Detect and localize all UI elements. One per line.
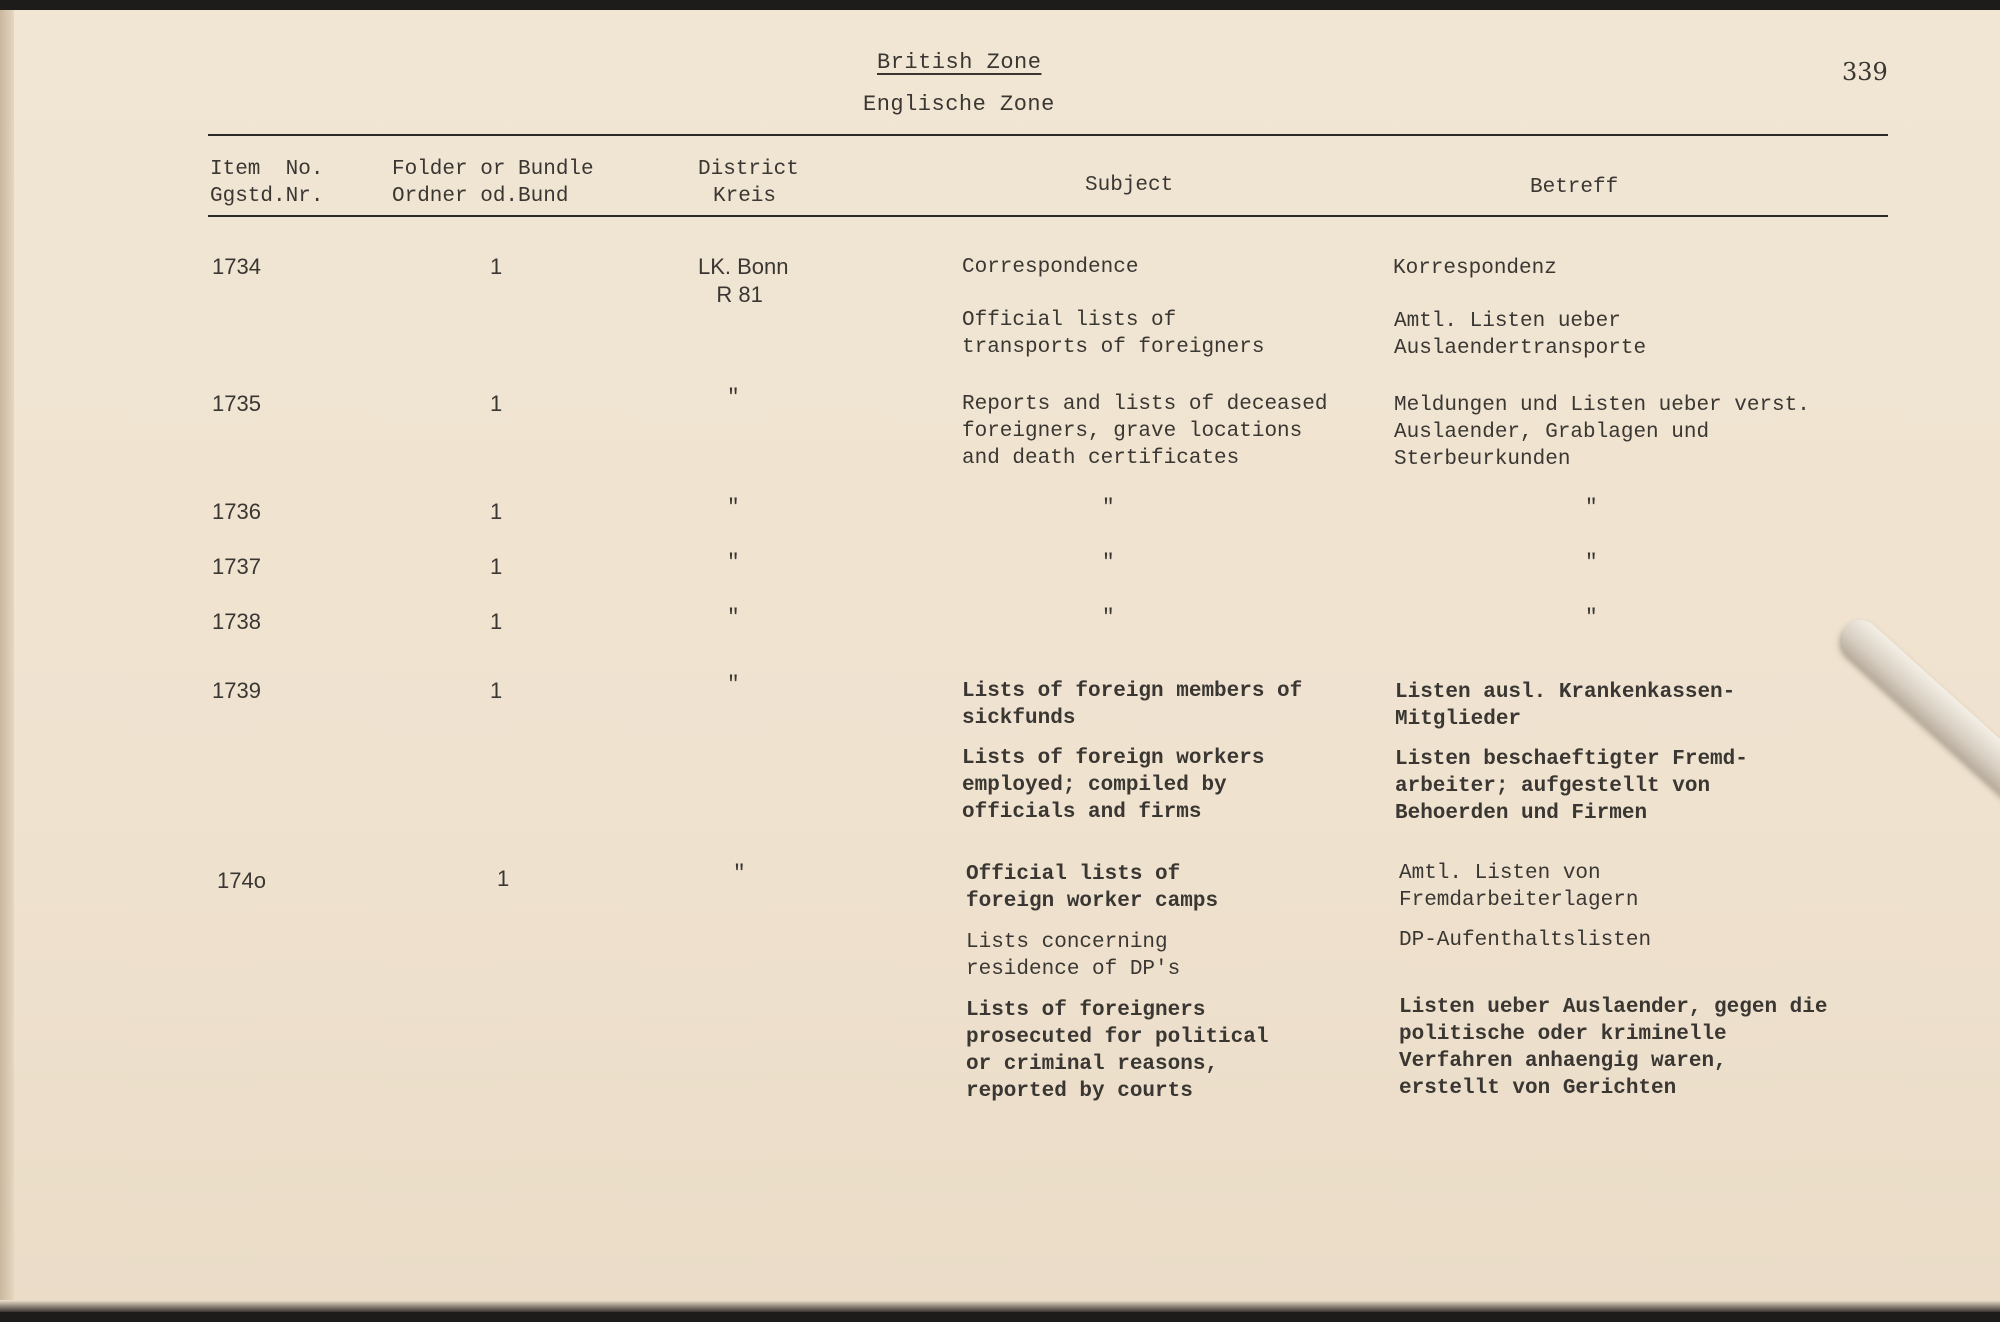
district: " [727, 497, 740, 520]
district: " [727, 607, 740, 630]
subject-entry: Official lists of foreign worker camps [966, 863, 1219, 913]
item-number: 1737 [212, 554, 261, 579]
subject-entry: Lists of foreign workers employed; compiled by officials and firms [962, 747, 1265, 824]
page-number: 339 [1842, 58, 1888, 86]
zone-title-english: British Zone [877, 50, 1042, 75]
column-header-district-en: District [698, 158, 799, 181]
subject-entry: Lists of foreign members of sickfunds [962, 680, 1303, 730]
folder-number: 1 [490, 554, 503, 579]
header-bottom-rule [208, 215, 1888, 217]
column-header-betreff: Betreff [1530, 176, 1619, 199]
tweezer-tip [1832, 612, 2000, 816]
column-header-folder-de: Ordner od.Bund [392, 185, 569, 208]
column-header-item-en: Item No. [210, 158, 324, 181]
item-number: 1739 [212, 678, 261, 703]
subject-entry: Lists of foreigners prosecuted for political or criminal reasons, reported by courts [966, 999, 1269, 1103]
folder-number: 1 [490, 678, 503, 703]
district: " [727, 674, 740, 697]
betreff-entry: Meldungen und Listen ueber verst. Auslaender, Grablagen und Sterbeurkunden [1394, 394, 1810, 471]
folder-number: 1 [490, 254, 503, 279]
district: LK. Bonn R 81 [698, 254, 789, 307]
district: " [727, 552, 740, 575]
archive-page [0, 10, 2000, 1312]
page-binding-edge [0, 10, 14, 1312]
item-number: 1738 [212, 609, 261, 634]
subject-entry: Official lists of transports of foreigners [962, 309, 1265, 359]
betreff-entry: " [1585, 497, 1598, 520]
zone-title-german: Englische Zone [863, 92, 1055, 117]
district: " [727, 387, 740, 410]
folder-number: 1 [490, 499, 503, 524]
page-bottom-edge [0, 1300, 2000, 1312]
subject-entry: Correspondence [962, 256, 1139, 279]
folder-number: 1 [490, 391, 503, 416]
column-header-district-de: Kreis [713, 185, 777, 208]
betreff-entry: Listen ausl. Krankenkassen- Mitglieder [1395, 681, 1736, 731]
betreff-entry: Listen beschaeftigter Fremd- arbeiter; aufgestellt von Behoerden und Firmen [1395, 748, 1748, 825]
betreff-entry: Amtl. Listen ueber Auslaendertransporte [1394, 310, 1647, 360]
betreff-entry: " [1585, 607, 1598, 630]
betreff-entry: Korrespondenz [1393, 257, 1557, 280]
betreff-entry: Listen ueber Auslaender, gegen die politische oder kriminelle Verfahren anhaengig waren, erstellt von Gerichten [1399, 996, 1828, 1100]
subject-entry: " [1102, 607, 1115, 630]
item-number: 1734 [212, 254, 261, 279]
betreff-entry: " [1585, 552, 1598, 575]
subject-entry: " [1102, 552, 1115, 575]
item-number: 174o [217, 868, 266, 893]
subject-entry: Reports and lists of deceased foreigners, grave locations and death certificates [962, 393, 1328, 470]
folder-number: 1 [490, 609, 503, 634]
item-number: 1736 [212, 499, 261, 524]
header-top-rule [208, 134, 1888, 136]
betreff-entry: DP-Aufenthaltslisten [1399, 929, 1652, 952]
district: " [733, 863, 746, 886]
subject-entry: Lists concerning residence of DP's [966, 931, 1181, 981]
column-header-folder-en: Folder or Bundle [392, 158, 594, 181]
folder-number: 1 [497, 866, 510, 891]
item-number: 1735 [212, 391, 261, 416]
column-header-subject: Subject [1085, 174, 1174, 197]
column-header-item-de: Ggstd.Nr. [210, 185, 324, 208]
betreff-entry: Amtl. Listen von Fremdarbeiterlagern [1399, 862, 1639, 912]
subject-entry: " [1102, 497, 1115, 520]
